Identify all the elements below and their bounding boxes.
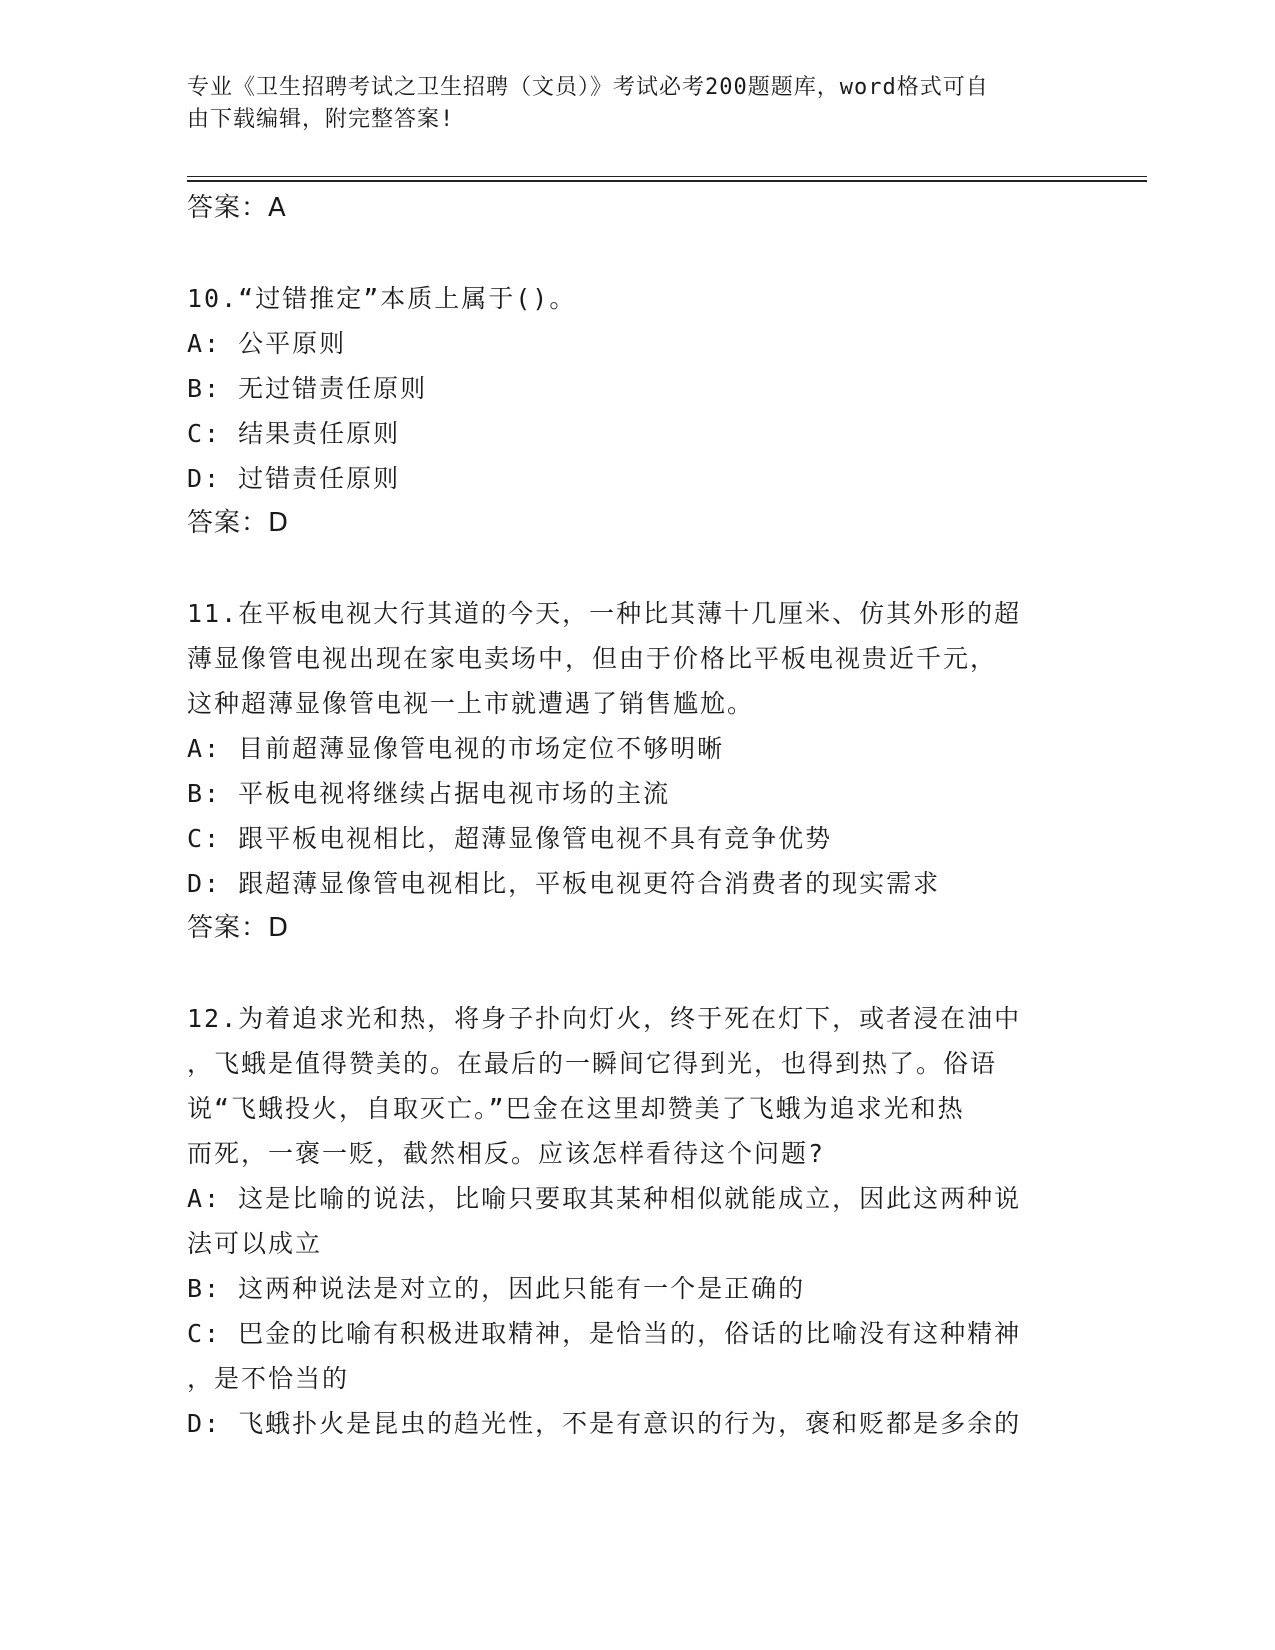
option-d: D: 过错责任原则 (187, 464, 401, 493)
option-c: C: 跟平板电视相比，超薄显像管电视不具有竞争优势 (187, 824, 833, 853)
option-c: C: 巴金的比喻有积极进取精神，是恰当的，俗话的比喻没有这种精神 (187, 1319, 1022, 1348)
header-divider-thick (187, 180, 1147, 182)
spacer (187, 951, 1077, 996)
option-d: D: 飞蛾扑火是昆虫的趋光性，不是有意识的行为，褒和贬都是多余的 (187, 1409, 1022, 1438)
option-c-cont: ，是不恰当的 (187, 1364, 350, 1393)
question-stem: 11.在平板电视大行其道的今天，一种比其薄十几厘米、仿其外形的超 (187, 599, 1022, 628)
header-line-1: 专业《卫生招聘考试之卫生招聘（文员）》考试必考200题题库，word格式可自 (187, 75, 989, 100)
question-list (187, 186, 1077, 1446)
option-b: B: 平板电视将继续占据电视市场的主流 (187, 779, 671, 808)
header-divider (187, 176, 1147, 177)
question-block (187, 276, 1077, 546)
spacer (187, 231, 1077, 276)
document-header (187, 72, 1067, 136)
question-stem-cont: 而死，一褒一贬，截然相反。应该怎样看待这个问题? (187, 1139, 826, 1168)
spacer (187, 546, 1077, 591)
question-stem: 12.为着追求光和热，将身子扑向灯火，终于死在灯下，或者浸在油中 (187, 1004, 1022, 1033)
question-stem-cont: ，飞蛾是值得赞美的。在最后的一瞬间它得到光，也得到热了。俗语 (187, 1049, 998, 1078)
question-stem-cont: 这种超薄显像管电视一上市就遭遇了销售尴尬。 (187, 689, 755, 718)
answer-line: 答案：A (187, 193, 287, 223)
question-stem-cont: 薄显像管电视出现在家电卖场中，但由于价格比平板电视贵近千元， (187, 644, 998, 673)
question-block (187, 996, 1077, 1446)
option-c: C: 结果责任原则 (187, 419, 401, 448)
answer-line: 答案：D (187, 913, 290, 943)
question-block (187, 591, 1077, 951)
question-stem: 10.“过错推定”本质上属于()。 (187, 284, 577, 313)
option-b: B: 这两种说法是对立的，因此只能有一个是正确的 (187, 1274, 806, 1303)
header-line-2: 由下载编辑，附完整答案! (187, 107, 455, 132)
answer-line: 答案：D (187, 508, 290, 538)
option-b: B: 无过错责任原则 (187, 374, 428, 403)
option-a-cont: 法可以成立 (187, 1229, 323, 1258)
option-a: A: 公平原则 (187, 329, 347, 358)
option-a: A: 这是比喻的说法，比喻只要取其某种相似就能成立，因此这两种说 (187, 1184, 1022, 1213)
question-stem-cont: 说“飞蛾投火，自取灭亡。”巴金在这里却赞美了飞蛾为追求光和热 (187, 1094, 965, 1123)
option-a: A: 目前超薄显像管电视的市场定位不够明晰 (187, 734, 725, 763)
option-d: D: 跟超薄显像管电视相比，平板电视更符合消费者的现实需求 (187, 869, 941, 898)
